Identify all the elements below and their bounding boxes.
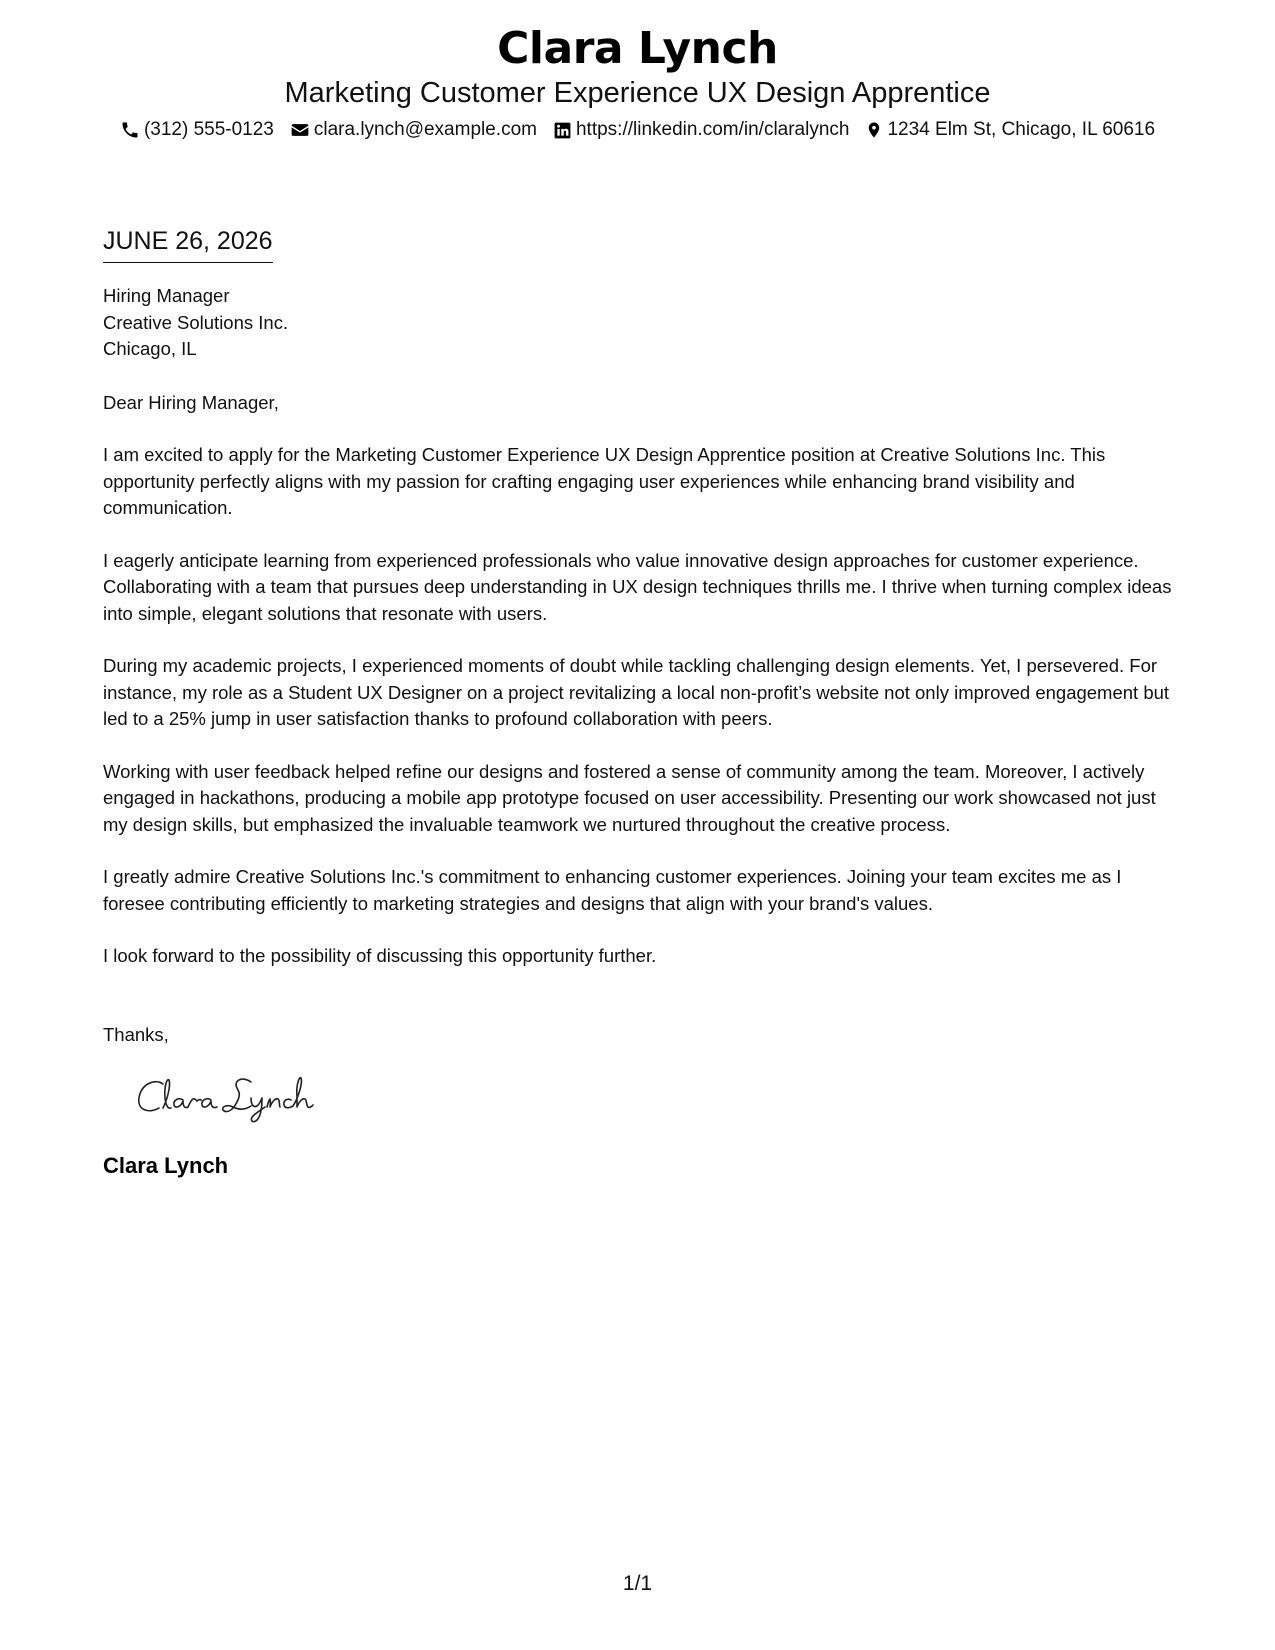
body-paragraph: During my academic projects, I experienced moments of doubt while tackling challenging design elements. Yet, I persevered. For instance, my role as a Student UX Designer on a project revitalizing a local non-profit’s website not only improved engagement but led to a 25% jump in user satisfaction thanks to profound collaboration with peers.	[103, 655, 1170, 729]
closing: Thanks,	[103, 1023, 169, 1045]
phone-number: (312) 555-0123	[143, 119, 274, 140]
signer-name: Clara Lynch	[103, 1153, 229, 1178]
contact-email[interactable]	[290, 116, 537, 144]
contact-linkedin[interactable]	[553, 116, 850, 144]
page-number: 1/1	[622, 1572, 653, 1595]
body-paragraph: Working with user feedback helped refine our designs and fostered a sense of community among the team. Moreover, I actively engaged in hackathons, producing a mobile app prototype focused on user accessibility. Presenting our work showcased not just my design skills, but emphasized the invaluable teamwork we nurtured throughout the creative process.	[103, 760, 1156, 835]
signature-drawing	[133, 1070, 333, 1126]
linkedin-url[interactable]: https://linkedin.com/in/claralynch	[575, 119, 850, 140]
body-paragraph: I look forward to the possibility of discussing this opportunity further.	[103, 945, 657, 966]
map-pin-icon	[865, 120, 883, 140]
salutation: Dear Hiring Manager,	[103, 391, 279, 413]
body-paragraph: I eagerly anticipate learning from experienced professionals who value innovative design approaches for customer experience. Collaborating with a team that pursues deep understanding in UX design techniques thrills me. I thrive when turning complex ideas into simple, elegant solutions that resonate with users.	[103, 549, 1172, 624]
body-paragraph: I am excited to apply for the Marketing Customer Experience UX Design Apprentice position at Creative Solutions Inc. This opportunity perfectly aligns with my passion for crafting engaging user experiences while enhancing brand visibility and communication.	[103, 444, 1106, 518]
applicant-name: Clara Lynch	[497, 23, 778, 74]
body-paragraph: I greatly admire Creative Solutions Inc.'s commitment to enhancing customer experiences. Joining your team excites me as I foresee contributing efficiently to marketing strategies and designs that align with your brand's values.	[103, 866, 1122, 914]
recipient-line: Hiring Manager	[103, 285, 230, 306]
linkedin-icon	[553, 121, 572, 140]
phone-icon	[120, 120, 140, 140]
street-address: 1234 Elm St, Chicago, IL 60616	[887, 119, 1156, 140]
handwritten-signature	[133, 1070, 333, 1126]
recipient-line: Creative Solutions Inc.	[103, 311, 289, 333]
contact-phone	[120, 116, 274, 144]
letter-body	[103, 283, 1183, 1180]
letter-date: JUNE 26, 2026	[103, 224, 273, 263]
envelope-icon	[290, 120, 310, 140]
recipient-line: Chicago, IL	[103, 338, 197, 359]
letter-header	[0, 22, 1275, 144]
letter-date-block	[103, 224, 273, 263]
job-title: Marketing Customer Experience UX Design Apprentice	[284, 77, 991, 109]
recipient-block	[103, 283, 1183, 363]
contact-row	[0, 116, 1275, 144]
contact-address	[865, 116, 1155, 144]
email-address[interactable]: clara.lynch@example.com	[313, 119, 537, 140]
